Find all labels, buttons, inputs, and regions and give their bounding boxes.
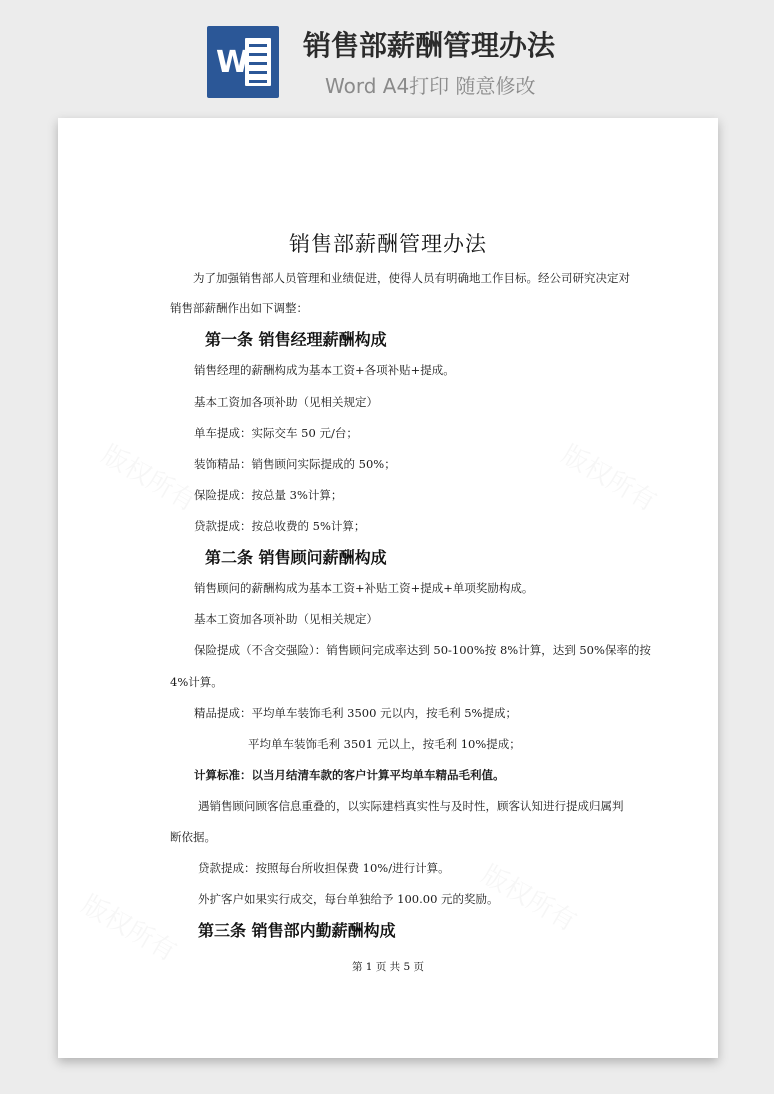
document-page <box>58 118 718 1058</box>
calculation-standard: 计算标准：以当月结清车款的客户计算平均单车精品毛利值。 <box>194 768 505 782</box>
section-2-line: 保险提成（不含交强险）：销售顾问完成率达到 50-100%按 8%计算，达到 50%保率的按 <box>194 643 651 657</box>
word-icon <box>207 26 279 98</box>
section-1-line: 销售经理的薪酬构成为基本工资+各项补贴+提成。 <box>194 363 455 377</box>
section-1-heading: 第一条 销售经理薪酬构成 <box>205 330 387 349</box>
section-1-line: 贷款提成：按总收费的 5%计算； <box>194 519 366 533</box>
section-2-line: 外扩客户如果实行成交，每台单独给予 100.00 元的奖励。 <box>198 892 499 906</box>
intro-line-1: 为了加强销售部人员管理和业绩促进，使得人员有明确地工作目标。经公司研究决定对 <box>193 271 630 285</box>
section-1-line: 装饰精品：销售顾问实际提成的 50%； <box>194 457 396 471</box>
section-2-line: 平均单车装饰毛利 3501 元以上，按毛利 10%提成； <box>248 737 521 751</box>
banner-header <box>0 0 774 110</box>
section-2-line: 贷款提成：按照每台所收担保费 10%/进行计算。 <box>198 861 450 875</box>
section-1-line: 保险提成：按总量 3%计算； <box>194 488 343 502</box>
section-2-line: 精品提成：平均单车装饰毛利 3500 元以内，按毛利 5%提成； <box>194 706 517 720</box>
watermark <box>76 884 185 968</box>
document-title: 销售部薪酬管理办法 <box>289 232 487 256</box>
section-2-line: 基本工资加各项补助（见相关规定） <box>194 612 378 626</box>
watermark <box>96 434 205 518</box>
word-letter: W <box>216 45 250 80</box>
section-1-line: 基本工资加各项补助（见相关规定） <box>194 395 378 409</box>
section-2-line: 遇销售顾问顾客信息重叠的，以实际建档真实性与及时性，顾客认知进行提成归属判 <box>198 799 624 813</box>
section-2-line: 断依据。 <box>170 830 216 844</box>
page-footer: 第 1 页 共 5 页 <box>351 961 425 973</box>
banner-title: 销售部薪酬管理办法 <box>303 29 556 62</box>
intro-line-2: 销售部薪酬作出如下调整： <box>170 301 308 315</box>
section-2-line: 销售顾问的薪酬构成为基本工资+补贴工资+提成+单项奖励构成。 <box>194 581 534 595</box>
section-1-line: 单车提成：实际交车 50 元/台； <box>194 426 358 440</box>
section-2-line: 4%计算。 <box>170 675 223 689</box>
section-2-heading: 第二条 销售顾问薪酬构成 <box>205 548 387 567</box>
watermark <box>556 434 665 518</box>
section-3-heading: 第三条 销售部内勤薪酬构成 <box>198 921 396 940</box>
banner-subtitle: Word A4打印 随意修改 <box>325 74 536 98</box>
